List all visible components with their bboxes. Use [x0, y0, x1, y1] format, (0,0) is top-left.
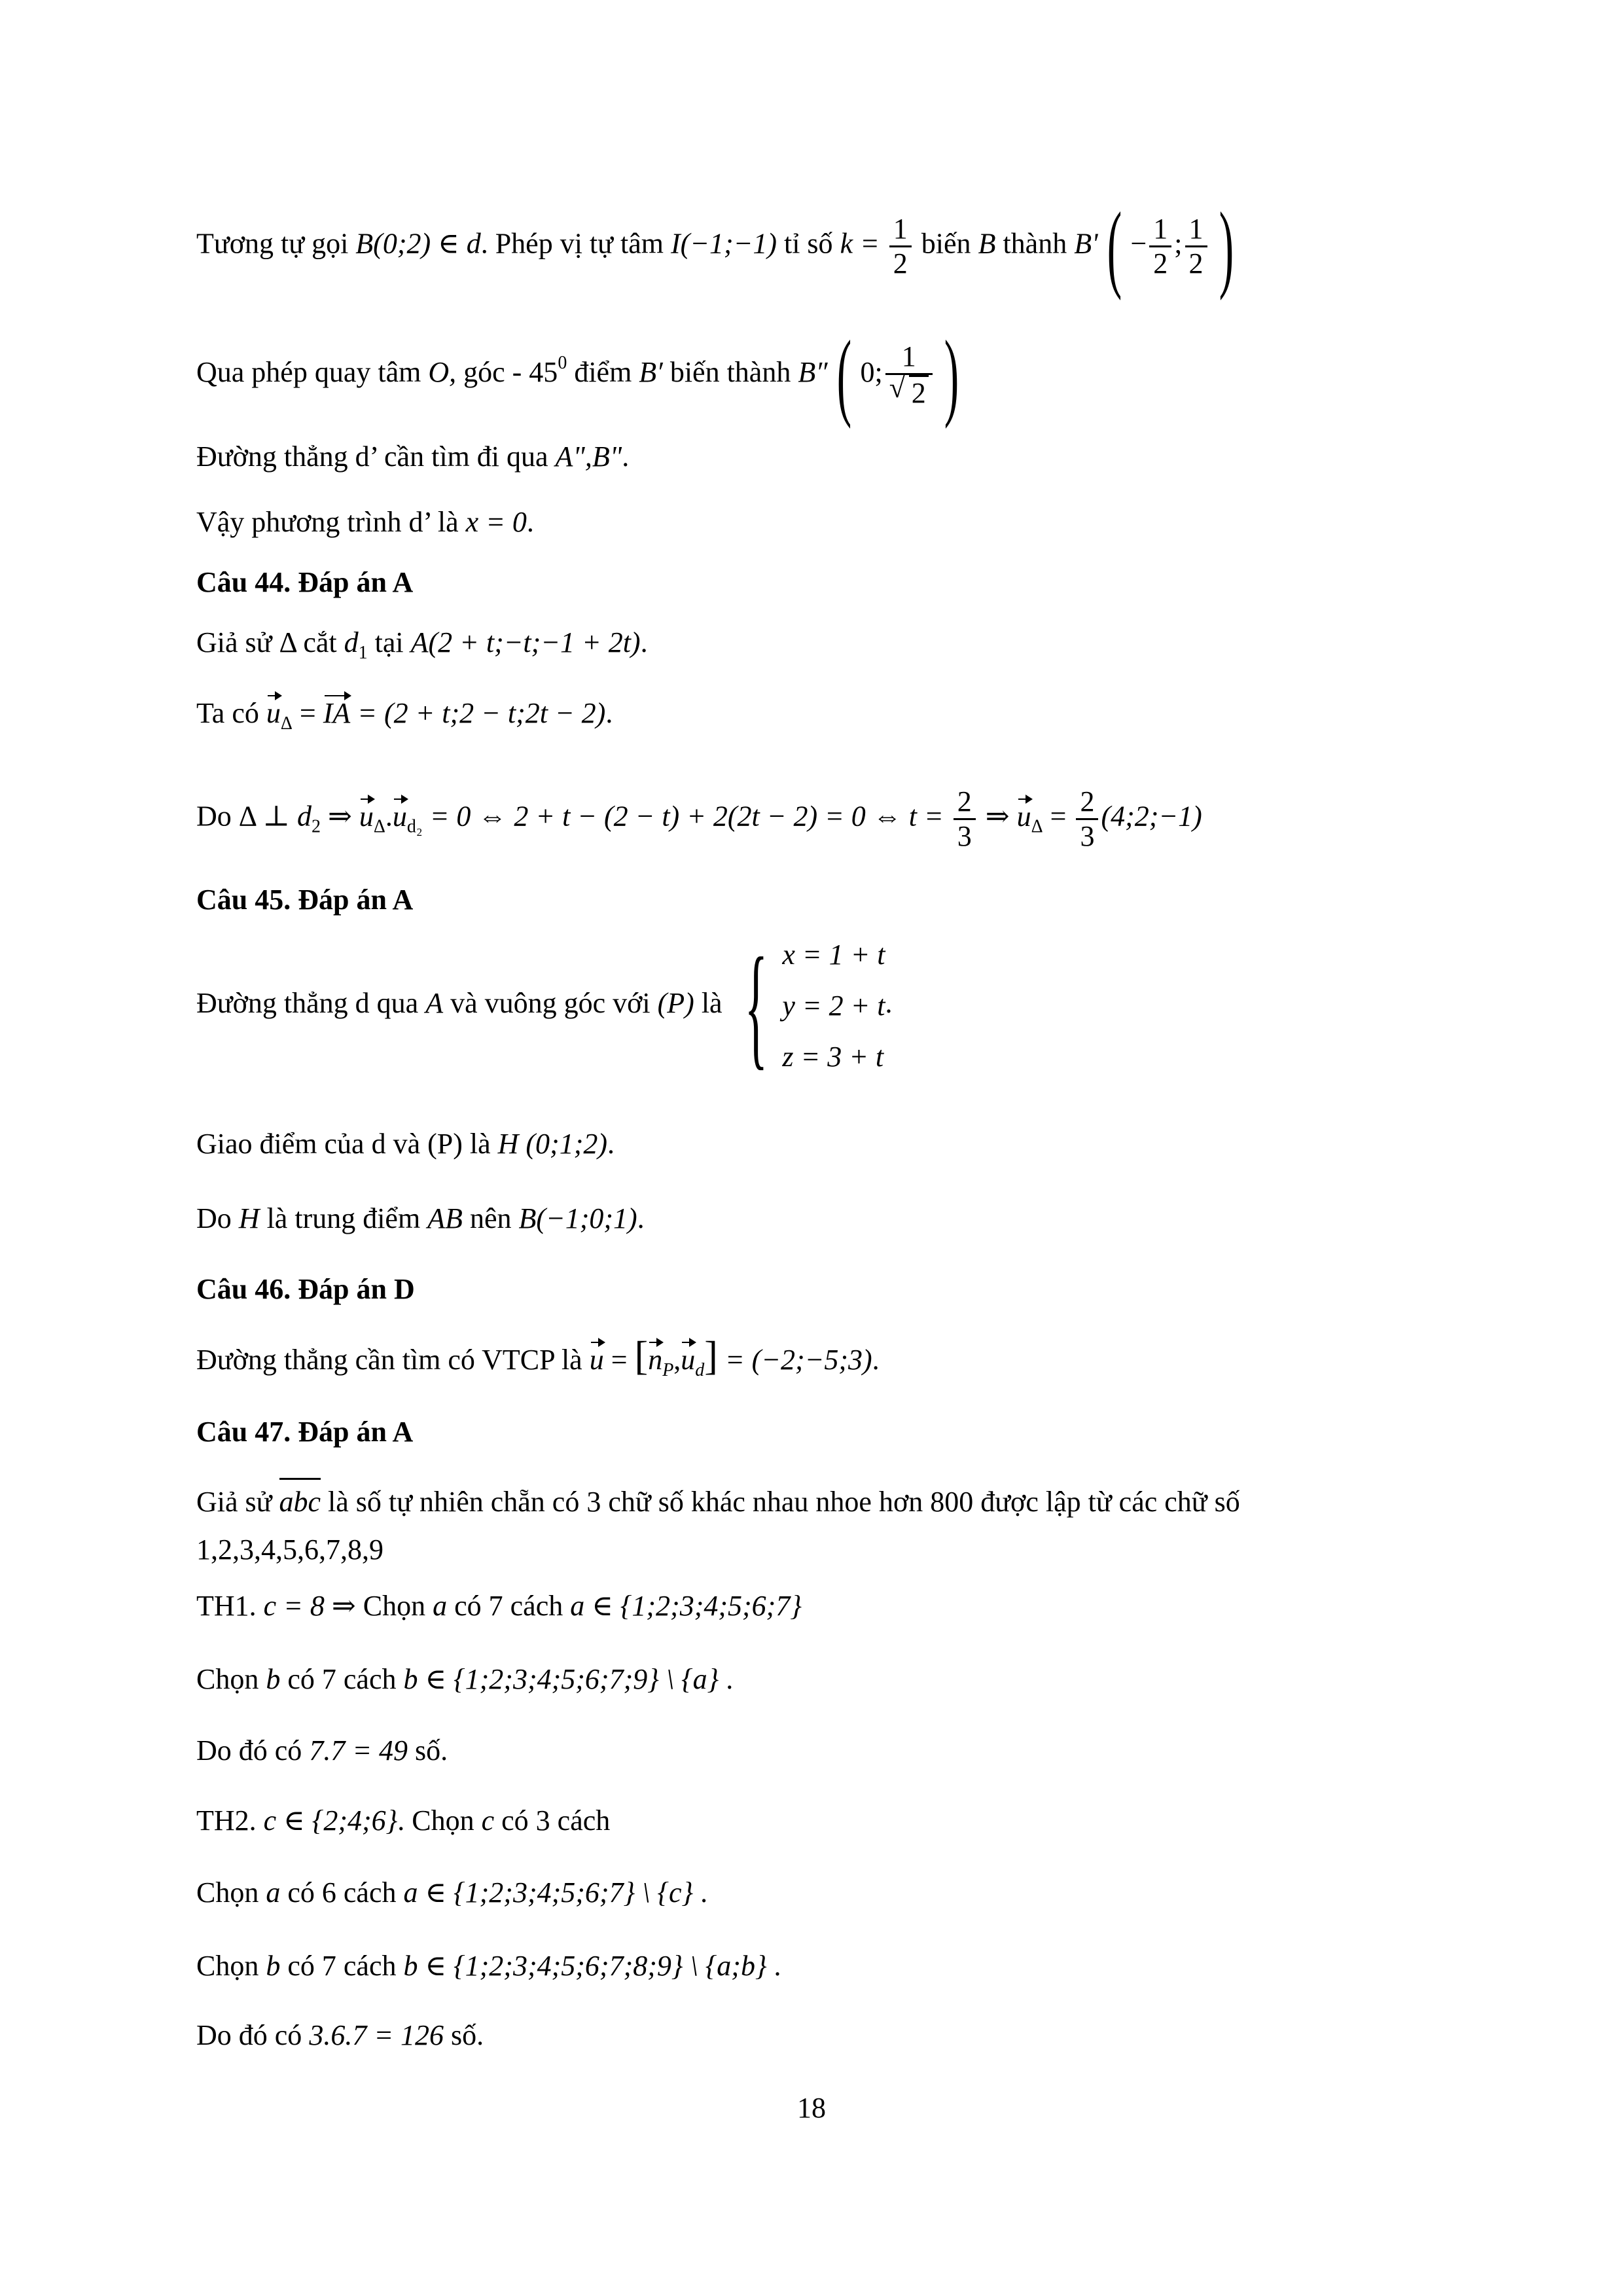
math: B(−1;0;1) [518, 1202, 637, 1234]
fraction: $\frac{2}{3}$ [954, 785, 976, 853]
vector: IA [323, 694, 351, 733]
text: biến [921, 227, 971, 260]
brace: { [744, 930, 768, 1082]
degree: 0 [558, 353, 567, 374]
math: (4;2;−1) [1101, 800, 1202, 833]
fraction: $\frac{1}{2}$ [1149, 213, 1171, 280]
vector: u [359, 797, 374, 836]
text-line: Đường thẳng cần tìm có VTCP là $u = [n_P,u_d]$ = (−2;−5;3). [196, 1334, 880, 1380]
question-heading: Câu 45. Đáp án A [196, 884, 414, 916]
math: c ∈ {2;4;6} [263, 1804, 398, 1837]
math: b ∈ {1;2;3;4;5;6;7;8;9} \ {a;b} [403, 1950, 767, 1982]
fraction: $\frac{2}{3}$ [1076, 785, 1098, 853]
math: 3.6.7 = 126 [309, 2019, 444, 2051]
text-line: Chọn b có 7 cách b ∈ {1;2;3;4;5;6;7;9} \ {a} . [196, 1663, 734, 1695]
math: B [978, 227, 996, 260]
fraction: 1 √ 2 [885, 340, 933, 410]
math: A(2 + t;−t;−1 + 2t) [410, 626, 641, 658]
text-line: Đường thẳng d’ cần tìm đi qua A",B". [196, 440, 630, 473]
question-heading: Câu 44. Đáp án A [196, 566, 414, 598]
question-heading: Câu 46. Đáp án D [196, 1273, 415, 1305]
math: B' [1074, 227, 1098, 260]
text: thành [1003, 227, 1067, 260]
vector: u [1017, 797, 1031, 836]
equation-system: x = 1 + t y = 2 + t z = 3 + t [782, 939, 885, 1073]
math: (P) [657, 987, 694, 1020]
text-line: Ta có $u_\Delta$ = IA = (2 + t;2 − t;2t − 2). [196, 694, 613, 733]
math: B″ [798, 356, 828, 389]
math: = (−2;−5;3) [724, 1344, 872, 1376]
vector: u [590, 1340, 604, 1380]
text-line: Do H là trung điểm AB nên B(−1;0;1). [196, 1202, 645, 1234]
math: I(−1;−1) [670, 227, 777, 260]
text-line: Chọn a có 6 cách a ∈ {1;2;3;4;5;6;7} \ {c} . [196, 1876, 708, 1909]
math: b ∈ {1;2;3;4;5;6;7;9} \ {a} [403, 1663, 719, 1695]
vector: u [393, 797, 407, 836]
question-heading: Câu 47. Đáp án A [196, 1416, 414, 1448]
text: điểm [574, 356, 632, 389]
text-line: Vậy phương trình d’ là x = 0. [196, 506, 534, 538]
text-line: Qua phép quay tâm O, góc - $45^0$ điểm B′ biến thành B″( 0; 1 √ 2 ) [196, 340, 968, 410]
math: − [1130, 227, 1147, 260]
vector: u [681, 1340, 695, 1380]
text-line: Đường thẳng d qua A và vuông góc với (P) là { x = 1 + t y = 2 + t z = 3 + t . [196, 930, 893, 1082]
text-line: Do đó có 7.7 = 49 số. [196, 1734, 448, 1767]
text-line: TH1. c = 8 ⇒ Chọn a có 7 cách a ∈ {1;2;3;4;5;6;7} [196, 1590, 802, 1622]
math: k = [840, 227, 880, 260]
math: O, [428, 356, 457, 389]
text: góc - 45 [463, 356, 558, 389]
math: 7.7 = 49 [309, 1734, 408, 1767]
math: x = 0 [465, 506, 527, 538]
fraction: $\frac{1}{2}$ [889, 213, 912, 280]
overlined-number: abc [279, 1478, 321, 1522]
math: c = 8 ⇒ [263, 1590, 356, 1622]
text: tỉ số [783, 227, 833, 260]
math: H (0;1;2) [497, 1128, 608, 1160]
text-line: Chọn b có 7 cách b ∈ {1;2;3;4;5;6;7;8;9} \ {a;b} . [196, 1950, 781, 1982]
text: biến thành [669, 356, 791, 389]
math: a ∈ {1;2;3;4;5;6;7} [570, 1590, 802, 1622]
text-line: Giả sử Δ cắt $d_1$ tại A(2 + t;−t;−1 + 2t). [196, 626, 648, 663]
math: a ∈ {1;2;3;4;5;6;7} \ {c} [403, 1876, 694, 1909]
text: . Phép vị tự tâm [480, 227, 664, 260]
math: = 0 ⇔ 2 + t − (2 − t) + 2(2t − 2) = 0 ⇔ t = [429, 800, 944, 833]
math: = (2 + t;2 − t;2t − 2) [357, 697, 606, 729]
fraction: $\frac{1}{2}$ [1185, 213, 1207, 280]
vector: n [648, 1340, 662, 1380]
math: B(0;2) ∈ d [355, 227, 481, 260]
text-line: Do đó có 3.6.7 = 126 số. [196, 2019, 484, 2051]
text: Qua phép quay tâm [196, 356, 421, 389]
text-line: Tương tự gọi B(0;2) ∈ d. Phép vị tự tâm I(−1;−1) tỉ số k = $\frac{1}{2}$ biến B thành B'( − $\frac{1}{2}$ ; $\frac{1}{2}$ ) [196, 192, 1234, 301]
text-line: Giao điểm của d và (P) là H (0;1;2). [196, 1128, 615, 1160]
vector: u [266, 694, 281, 733]
text-line: Giả sử abc là số tự nhiên chẵn có 3 chữ số khác nhau nhoe hơn 800 được lập từ các chữ số [196, 1478, 1240, 1522]
text: Tương tự gọi [196, 227, 349, 260]
math: B′ [639, 356, 663, 389]
text-line: Do Δ ⊥ $d_2$ ⇒ $u_\Delta.u_{d_2} = 0$ ⇔ 2 + t − (2 − t) + 2(2t − 2) = 0 ⇔ t = $\frac{2}{3}$ ⇒ $u_\Delta$ = $\frac{2}{3}$ (4;2;−1) [196, 785, 1202, 852]
text-line: 1,2,3,4,5,6,7,8,9 [196, 1534, 383, 1566]
math: A",B" [555, 440, 622, 473]
text-line: TH2. c ∈ {2;4;6}. Chọn c có 3 cách [196, 1804, 611, 1837]
page-number: 18 [797, 2092, 826, 2124]
